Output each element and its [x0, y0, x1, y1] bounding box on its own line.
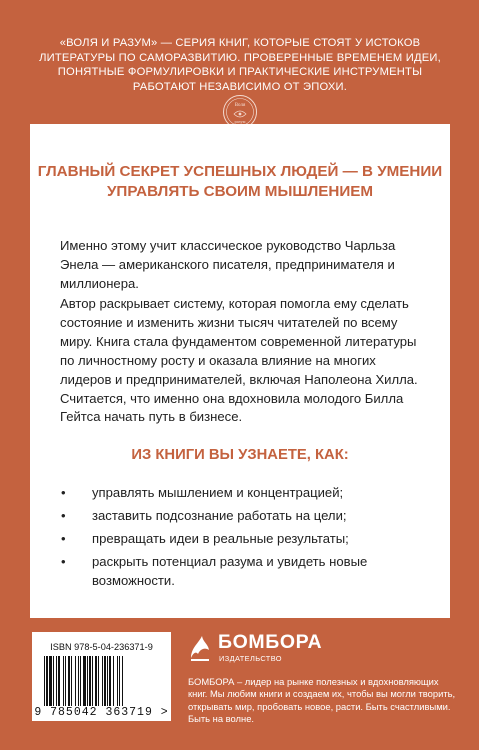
- learn-list: [30, 484, 450, 595]
- series-blurb: «ВОЛЯ И РАЗУМ» — СЕРИЯ КНИГ, КОТОРЫЕ СТОЯТ У ИСТОКОВ ЛИТЕРАТУРЫ ПО САМОРАЗВИТИЮ. ПРОВЕРЕННЫЕ ВРЕМЕНЕМ ИДЕИ, ПОНЯТНЫЕ ФОРМУЛИРОВКИ И ПРАКТИЧЕСКИЕ ИНСТРУМЕНТЫ РАБОТАЮТ НЕЗАВИСИМО ОТ ЭПОХИ.: [39, 37, 441, 93]
- bullet-icon: •: [61, 507, 66, 523]
- list-item-text: превращать идеи в реальные результаты;: [92, 530, 349, 546]
- list-item: [30, 484, 450, 503]
- content-panel: [30, 124, 450, 618]
- list-item: [30, 553, 450, 591]
- publisher-description: БОМБОРА – лидер на рынке полезных и вдохновляющих книг. Мы любим книги и создаем их, чтобы вы могли творить, открывать мир, пробовать новое, расти. Быть счастливыми. Быть на волне.: [188, 676, 456, 725]
- publisher-subtitle: ИЗДАТЕЛЬСТВО: [219, 654, 282, 663]
- seal-text-bottom: разум: [234, 119, 246, 124]
- subhead-learn: ИЗ КНИГИ ВЫ УЗНАЕТЕ, КАК:: [131, 447, 349, 463]
- bullet-icon: •: [61, 530, 66, 546]
- bullet-icon: •: [61, 485, 66, 500]
- list-item: [30, 507, 450, 526]
- wave-logo-icon: [188, 630, 212, 662]
- bullet-icon: •: [61, 553, 66, 569]
- isbn-barcode-box: [32, 632, 171, 721]
- barcode-digits: 9 785042 363719 >: [34, 706, 169, 719]
- headline: ГЛАВНЫЙ СЕКРЕТ УСПЕШНЫХ ЛЮДЕЙ — В УМЕНИИ УПРАВЛЯТЬ СВОИМ МЫШЛЕНИЕМ: [37, 163, 443, 200]
- isbn-number: ISBN 978-5-04-236371-9: [50, 642, 153, 652]
- barcode-icon: [42, 656, 161, 706]
- paragraph-description: Автор раскрывает систему, которая помогла ему сделать состояние и изменить жизни тысяч читателей по всему миру. Книга стала фундаментом современной литературы по личностному росту и оказала влияние на многих лидеров и предпринимателей, включая Наполеона Хилла. Считается, что именно она вдохновила молодого Билла Гейтса начать путь в бизнесе.: [60, 296, 418, 425]
- list-item-text: управлять мышлением и концентрацией;: [92, 485, 344, 500]
- list-item-text: раскрыть потенциал разума и увидеть новые возможности.: [92, 553, 368, 588]
- paragraph-intro: Именно этому учит классическое руководство Чарльза Энела — американского писателя, предпринимателя и миллионера.: [60, 238, 396, 291]
- list-item-text: заставить подсознание работать на цели;: [92, 507, 347, 523]
- publisher-name: БОМБОРА: [218, 631, 323, 653]
- seal-text-top: Воля: [234, 103, 246, 108]
- publisher-block: [188, 628, 458, 728]
- list-item: [30, 530, 450, 549]
